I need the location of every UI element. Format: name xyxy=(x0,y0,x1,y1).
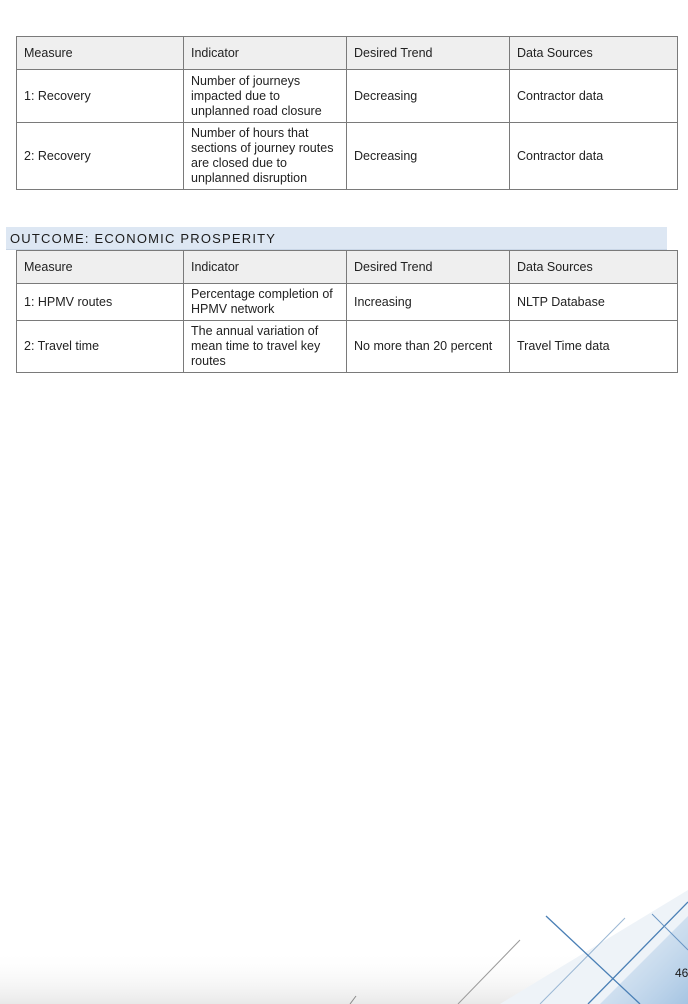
indicator-cell: Percentage completion of HPMV network xyxy=(184,284,347,321)
page-number: 46 xyxy=(675,966,688,980)
indicator-cell: Number of journeys impacted due to unplanned road closure xyxy=(184,70,347,123)
recovery-measures-table xyxy=(16,36,678,190)
measure-cell: 1: HPMV routes xyxy=(17,284,184,321)
table-row xyxy=(17,321,678,373)
measure-cell: 2: Travel time xyxy=(17,321,184,373)
data-sources-cell: Travel Time data xyxy=(510,321,678,373)
column-header-indicator: Indicator xyxy=(184,37,347,70)
column-header-data-sources: Data Sources xyxy=(510,37,678,70)
desired-trend-cell: Decreasing xyxy=(347,70,510,123)
table-row xyxy=(17,70,678,123)
table-row xyxy=(17,284,678,321)
measure-cell: 2: Recovery xyxy=(17,123,184,190)
column-header-desired-trend: Desired Trend xyxy=(347,37,510,70)
column-header-data-sources: Data Sources xyxy=(510,251,678,284)
data-sources-cell: NLTP Database xyxy=(510,284,678,321)
outcome-heading: OUTCOME: ECONOMIC PROSPERITY xyxy=(6,227,667,250)
indicator-cell: Number of hours that sections of journey routes are closed due to unplanned disruption xyxy=(184,123,347,190)
measure-cell: 1: Recovery xyxy=(17,70,184,123)
column-header-indicator: Indicator xyxy=(184,251,347,284)
desired-trend-cell: Decreasing xyxy=(347,123,510,190)
column-header-measure: Measure xyxy=(17,37,184,70)
column-header-desired-trend: Desired Trend xyxy=(347,251,510,284)
economic-prosperity-table xyxy=(16,250,678,373)
table-header-row xyxy=(17,251,678,284)
data-sources-cell: Contractor data xyxy=(510,123,678,190)
desired-trend-cell: No more than 20 percent xyxy=(347,321,510,373)
column-header-measure: Measure xyxy=(17,251,184,284)
footer-graphic xyxy=(0,880,688,1004)
table-header-row xyxy=(17,37,678,70)
indicator-cell: The annual variation of mean time to travel key routes xyxy=(184,321,347,373)
table-row xyxy=(17,123,678,190)
desired-trend-cell: Increasing xyxy=(347,284,510,321)
data-sources-cell: Contractor data xyxy=(510,70,678,123)
